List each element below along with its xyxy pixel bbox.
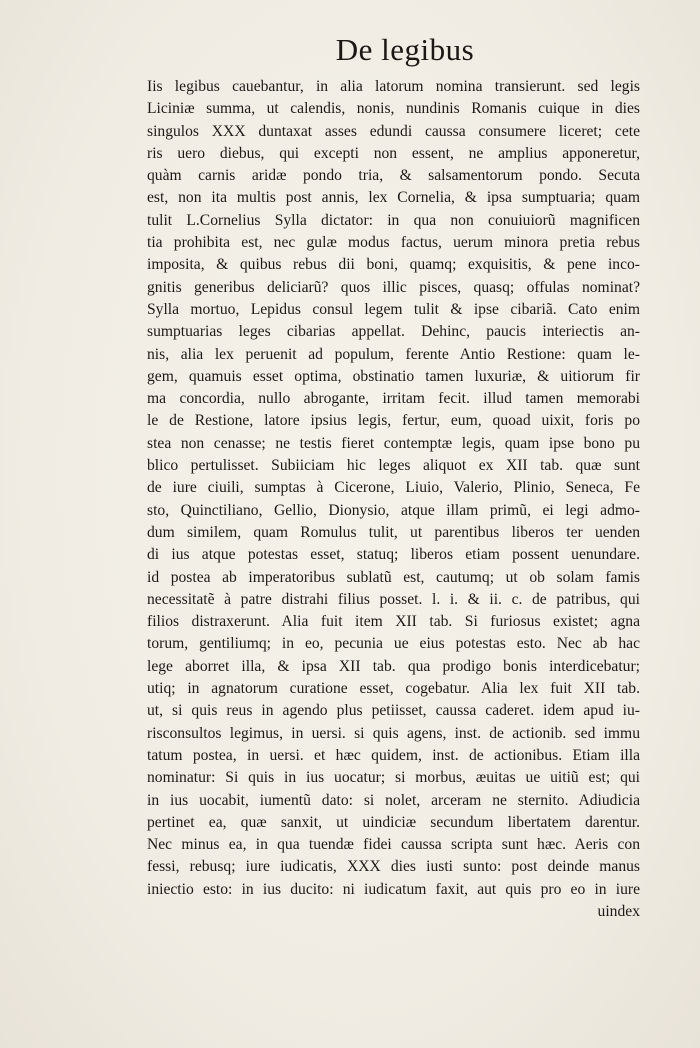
text-line: gem, quamuis esset optima, obstinatio tamen luxuriæ, & uitiorum fir xyxy=(147,367,640,385)
text-line: id postea ab imperatoribus sublatũ est, cautumq; ut ob solam famis xyxy=(147,568,640,586)
catchword: uindex xyxy=(597,902,640,920)
text-line: Liciniæ summa, ut calendis, nonis, nundinis Romanis cuique in dies xyxy=(147,100,640,118)
text-line: blico pertulisset. Subiiciam hic leges aliquot ex XII tab. quæ sunt xyxy=(147,457,640,475)
text-line: Iis legibus cauebantur, in alia latorum nomina transierunt. sed legis xyxy=(147,78,640,95)
text-line: lege aborret illa, & ipsa XII tab. qua prodigo bonis interdicebatur; xyxy=(147,657,640,675)
text-line: sto, Quinctiliano, Gellio, Dionysio, atque illam primũ, ei legi admo- xyxy=(147,501,640,519)
text-line: de iure ciuili, sumptas à Cicerone, Liuio, Valerio, Plinio, Seneca, Fe xyxy=(147,479,640,497)
text-line: est, non ita multis post annis, lex Cornelia, & ipsa sumptuaria; quam xyxy=(147,189,640,207)
text-line: dum similem, quam Romulus tulit, ut parentibus liberos ter uenden xyxy=(147,523,640,541)
text-line: utiq; in agnatorum curatione esset, cogebatur. Alia lex fuit XII tab. xyxy=(147,680,640,698)
text-line: torum, gentiliumq; in eo, pecunia ue eius potestas esto. Nec ab hac xyxy=(147,635,640,653)
text-line: pertinet ea, quæ sanxit, ut uindiciæ secundum libertatem darentur. xyxy=(147,813,640,831)
text-line: fessi, rebusq; iure iudicatis, XXX dies iusti sunto: post deinde manus xyxy=(147,858,640,876)
text-line: tatum postea, in uersi. et hæc quidem, inst. de actionibus. Etiam illa xyxy=(147,746,640,764)
text-line: imposita, & quibus rebus dii boni, quamq; exquisitis, & pene inco- xyxy=(147,256,640,274)
text-line: quàm carnis aridæ pondo tria, & salsamentorum pondo. Secuta xyxy=(147,167,640,185)
text-line: tia prohibita est, nec gulæ modus factus, uerum minora pretia rebus xyxy=(147,234,640,252)
text-line: risconsultos legimus, in uersi. si quis agens, inst. de actionib. sed immu xyxy=(147,724,640,742)
running-head: De legibus xyxy=(335,32,475,67)
text-line: Nec minus ea, in qua tuendæ fidei caussa scripta sunt hæc. Aeris con xyxy=(147,836,640,854)
text-line: iniectio esto: in ius ducito: ni iudicatum faxit, aut quis pro eo in iure xyxy=(147,880,640,898)
text-line: necessitatẽ à patre distrahi filius posset. l. i. & ii. c. de patribus, qui xyxy=(147,590,640,608)
text-line: sumptuarias leges cibarias appellat. Dehinc, paucis interiectis an- xyxy=(147,323,640,341)
text-line: ris uero diebus, qui excepti non essent, ne amplius apponeretur, xyxy=(147,144,640,162)
text-block xyxy=(147,76,640,923)
text-line: gnitis generibus deliciarũ? quos illic pisces, quasq; offulas nominat? xyxy=(147,278,640,296)
text-line: in ius uocabit, iumentũ dato: si nolet, arceram ne sternito. Adiudicia xyxy=(147,791,640,809)
text-line: di ius atque potestas esset, statuq; liberos etiam possent uenundare. xyxy=(147,546,640,564)
text-line: Sylla mortuo, Lepidus consul legem tulit & ipse cibariã. Cato enim xyxy=(147,300,640,318)
text-line: tulit L.Cornelius Sylla dictator: in qua non conuiuiorũ magnificen xyxy=(147,211,640,229)
text-line: ma concordia, nullo abrogante, irritam fecit. illud tamen memorabi xyxy=(147,390,640,408)
text-line: filios distraxerunt. Alia fuit item XII tab. Si furiosus existet; agna xyxy=(147,613,640,631)
text-line: nominatur: Si quis in ius uocatur; si morbus, æuitas ue uitiũ est; qui xyxy=(147,769,640,787)
text-line: nis, alia lex peruenit ad populum, ferente Antio Restione: quam le- xyxy=(147,345,640,363)
text-line: singulos XXX duntaxat asses edundi caussa consumere liceret; cete xyxy=(147,122,640,140)
text-line: ut, si quis reus in agendo plus petiisset, caussa caderet. idem apud iu- xyxy=(147,702,640,720)
text-line: stea non cenasse; ne testis fieret contemptæ legis, quam ipse bono pu xyxy=(147,434,640,452)
text-line: le de Restione, latore ipsius legis, fertur, eum, quoad uixit, foris po xyxy=(147,412,640,430)
